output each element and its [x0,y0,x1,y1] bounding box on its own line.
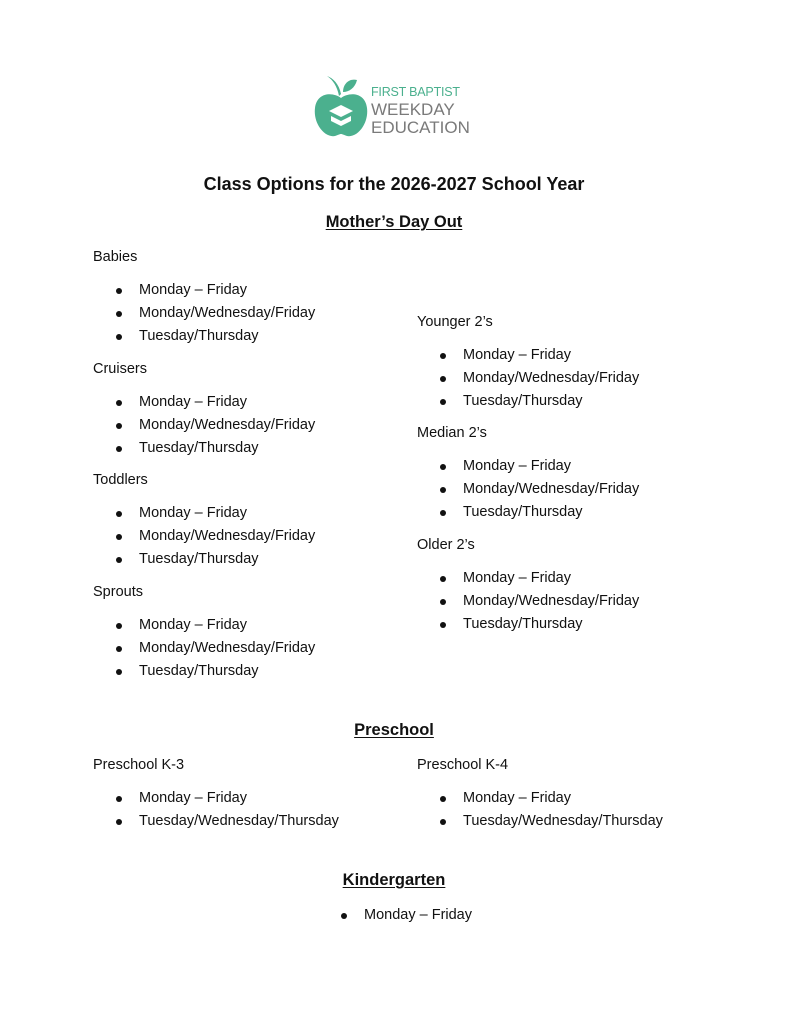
preschool-k4-options [417,787,663,833]
group-label-median-2s: Median 2’s [417,425,487,441]
group-label-cruisers: Cruisers [93,361,147,377]
group-label-toddlers: Toddlers [93,472,148,488]
list-item: Tuesday/Thursday [417,501,639,524]
preschool-heading: Preschool [354,721,434,739]
preschool-k3-options [93,787,339,833]
list-item: Monday/Wednesday/Friday [93,302,315,325]
list-item: Monday/Wednesday/Friday [417,478,639,501]
list-item: Tuesday/Thursday [93,437,315,460]
list-item: Tuesday/Wednesday/Thursday [93,810,339,833]
logo-line-2: WEEKDAY [371,99,455,119]
older-2s-options [417,567,639,636]
group-label-younger-2s: Younger 2’s [417,314,493,330]
logo-wordmark [371,86,470,136]
median-2s-options [417,455,639,524]
school-logo [313,74,483,140]
list-item: Tuesday/Thursday [93,660,315,683]
list-item: Monday/Wednesday/Friday [417,367,639,390]
group-label-older-2s: Older 2’s [417,537,475,553]
list-item: Monday/Wednesday/Friday [93,637,315,660]
list-item: Monday – Friday [93,391,315,414]
list-item: Monday – Friday [93,614,315,637]
list-item: Monday/Wednesday/Friday [93,525,315,548]
kindergarten-options [318,904,472,927]
list-item: Monday – Friday [318,904,472,927]
logo-line-1: FIRST BAPTIST [371,85,460,99]
group-label-babies: Babies [93,249,138,265]
group-label-preschool-k4: Preschool K-4 [417,757,509,773]
logo-line-3: EDUCATION [371,117,470,137]
list-item: Monday/Wednesday/Friday [417,590,639,613]
younger-2s-options [417,344,639,413]
group-label-preschool-k3: Preschool K-3 [93,757,185,773]
group-label-sprouts: Sprouts [93,584,143,600]
toddlers-options [93,502,315,571]
kindergarten-heading: Kindergarten [342,871,446,889]
list-item: Monday – Friday [93,787,339,810]
sprouts-options [93,614,315,683]
list-item: Monday – Friday [417,455,639,478]
list-item: Monday – Friday [417,787,663,810]
cruisers-options [93,391,315,460]
list-item: Tuesday/Wednesday/Thursday [417,810,663,833]
list-item: Monday/Wednesday/Friday [93,414,315,437]
list-item: Tuesday/Thursday [417,613,639,636]
apple-icon [313,74,369,140]
list-item: Monday – Friday [93,279,315,302]
list-item: Tuesday/Thursday [417,390,639,413]
list-item: Tuesday/Thursday [93,325,315,348]
list-item: Monday – Friday [93,502,315,525]
mothers-day-out-heading: Mother’s Day Out [325,213,463,231]
list-item: Tuesday/Thursday [93,548,315,571]
babies-options [93,279,315,348]
list-item: Monday – Friday [417,567,639,590]
page-title: Class Options for the 2026-2027 School Year [203,174,585,194]
list-item: Monday – Friday [417,344,639,367]
